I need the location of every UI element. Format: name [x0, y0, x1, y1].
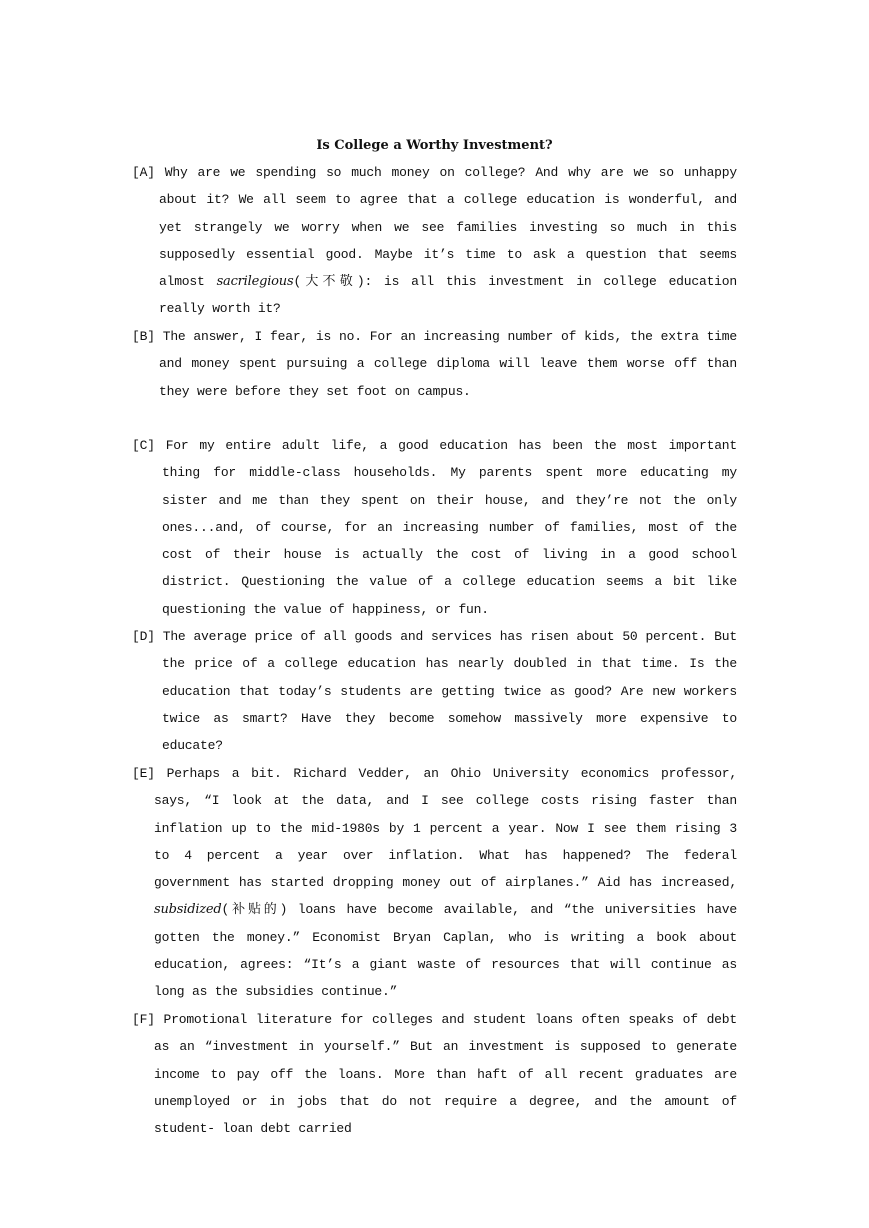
paragraph-tag: [E] [132, 766, 155, 781]
paragraph-b [132, 323, 737, 405]
italic-term: subsidized [154, 902, 222, 918]
paragraph-a [132, 159, 737, 323]
paragraph-text: For my entire adult life, a good education has been the most important thing for middle-class households. My parents spent more educating my sister and me than they spent on their house, and they’re not the only ones...and, of course, for an increasing number of families, most of the cost of their house is actually the cost of living in a good school district. Questioning the value of a college education seems a bit like questioning the value of happiness, or fun. [162, 438, 737, 617]
paragraph-text: The average price of all goods and services has risen about 50 percent. But the price of a college education has nearly doubled in that time. Is the education that today’s students are getting twice as good? Are new workers twice as smart? Have they become somehow massively more expensive to educate? [162, 629, 737, 754]
paragraph-tag: [C] [132, 438, 155, 453]
paragraph-text: (补贴的) loans have become available, and “the universities have gotten the money.” Economist Bryan Caplan, who is writing a book about education, agrees: “It’s a giant waste of resources that will continue as long as the subsidies continue.” [154, 902, 737, 1000]
paragraph-c [132, 432, 737, 623]
paragraph-text: The answer, I fear, is no. For an increasing number of kids, the extra time and money spent pursuing a college diploma will leave them worse off than they were before they set foot on campus. [159, 329, 737, 399]
paragraph-text: (大不敬): is all this investment in college education really worth it? [159, 274, 737, 317]
paragraph-f [132, 1006, 737, 1142]
paragraph-tag: [F] [132, 1012, 155, 1027]
paragraph-tag: [D] [132, 629, 155, 644]
paragraph-text: Promotional literature for colleges and student loans often speaks of debt as an “investment in yourself.” But an investment is supposed to generate income to pay off the loans. More than haft of all recent graduates are unemployed or in jobs that do not require a degree, and the amount of student- loan debt carried [154, 1012, 737, 1137]
paragraph-text: Why are we spending so much money on college? And why are we so unhappy about it? We all seem to agree that a college education is wonderful, and yet strangely we worry when we see families investing so much in this supposedly essential good. Maybe it’s time to ask a question that seems almost [159, 165, 737, 290]
italic-term: sacrilegious [216, 274, 294, 290]
paragraph-d [132, 623, 737, 759]
paragraph-tag: [B] [132, 329, 155, 344]
document-title: Is College a Worthy Investment? [316, 138, 553, 153]
paragraph-text: Perhaps a bit. Richard Vedder, an Ohio University economics professor, says, “I look at the data, and I see college costs rising faster than inflation up to the mid-1980s by 1 percent a year. Now I see them rising 3 to 4 percent a year over inflation. What has happened? The federal government has started dropping money out of airplanes.” Aid has increased, [154, 766, 737, 891]
paragraph-e [132, 760, 737, 1006]
paragraph-tag: [A] [132, 165, 155, 180]
